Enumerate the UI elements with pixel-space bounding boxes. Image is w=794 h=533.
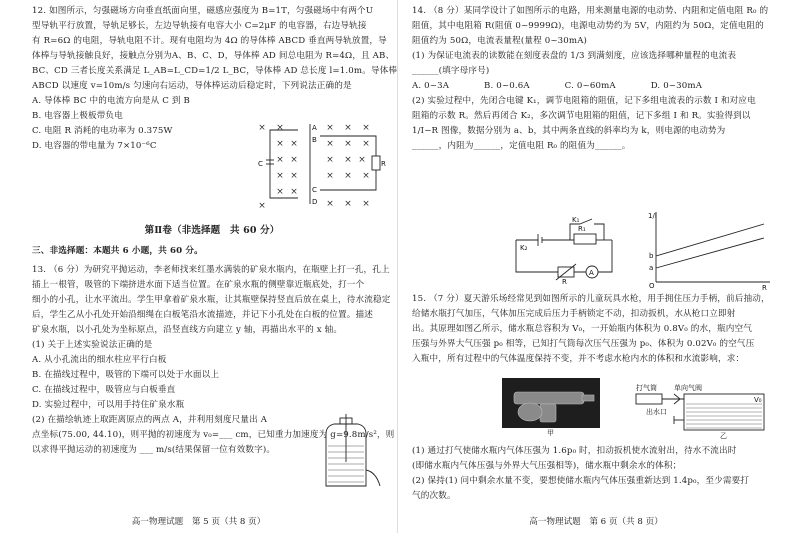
graph-b-label: b bbox=[649, 252, 654, 260]
q15-sub-2: (2) 保持(1) 问中剩余水量不变，要想使储水瓶内气体压强重新达到 1.4p₀，至少需要打 bbox=[412, 476, 750, 486]
svg-text:×: × bbox=[290, 187, 298, 197]
label-k1: K₁ bbox=[572, 216, 580, 224]
q14-sub-2: (2) 实验过程中，先闭合电键 K₁，调节电阻箱的阻值，记下多组电流表的示数 I 和对应电 bbox=[412, 96, 756, 106]
q15-water-gun-photo bbox=[502, 378, 600, 436]
q13-line: 13. （6 分）为研究平抛运动，李老师找来红墨水满装的矿泉水瓶内，在瓶壁上打一孔，孔上 bbox=[32, 265, 390, 275]
q15-line: 压强与外界大气压强 p₀ 相等，已知打气筒每次压气压强为 p₀、体积为 0.02V₀ 的空气压 bbox=[412, 339, 755, 349]
q12-line: ABCD 以速度 v=10m/s 匀速向右运动，导体棒运动后稳定时，下列说法正确的是 bbox=[32, 81, 352, 91]
svg-text:×: × bbox=[258, 201, 266, 211]
svg-text:×: × bbox=[326, 139, 334, 149]
label-valve: 单向气阀 bbox=[674, 384, 702, 392]
q15-line: 给储水瓶打气加压，气体加压完成后压力手柄锁定不动，扣动扳机，水从枪口立即射 bbox=[412, 309, 736, 319]
q15-line: 15. （7 分）夏天游乐场经常见到如图所示的儿童玩具水枪，用手拥住压力手柄，前后抽动， bbox=[412, 294, 770, 304]
q13-option-a: A. 从小孔流出的细水柱应平行白板 bbox=[32, 355, 167, 365]
graph-origin: O bbox=[649, 282, 655, 290]
q13-line: 细小的小孔，让水平流出。学生甲拿着矿泉水瓶，让其瓶壁保持竖直后放在桌上，待水流稳定 bbox=[32, 295, 391, 305]
graph-line-a bbox=[656, 238, 764, 268]
label-k2: K₂ bbox=[520, 244, 528, 252]
q14-line: ______(填字母序号) bbox=[412, 66, 490, 76]
caption-jia: 甲 bbox=[547, 429, 554, 437]
svg-text:×: × bbox=[358, 155, 366, 165]
q12-field-figure bbox=[258, 118, 388, 210]
question-14 bbox=[412, 4, 784, 154]
q15-line: 气的次数。 bbox=[412, 491, 456, 501]
q13-line: 点坐标(75.00, 44.10)，则平抛的初速度为 v₀=___ cm，已知重力加速度为 g=9.8m/s²，则 bbox=[32, 430, 395, 440]
label-r: R bbox=[562, 278, 567, 286]
q15-line: (即储水瓶内气体压强与外界大气压强相等)，储水瓶中剩余水的体积； bbox=[412, 461, 682, 471]
ammeter-label: A bbox=[589, 269, 594, 277]
q14-line: 14. （8 分）某同学设计了如图所示的电路，用来测量电源的电动势、内阻和定值电阻 R₀ 的 bbox=[412, 6, 769, 16]
svg-text:×: × bbox=[362, 139, 370, 149]
q13-sub-1: (1) 关于上述实验说法正确的是 bbox=[32, 340, 153, 350]
q12-option-d: D. 电容器的带电量为 7×10⁻⁶C bbox=[32, 141, 157, 151]
q14-line: ______，内阻为______，定值电阻 R₀ 的阻值为______。 bbox=[412, 141, 631, 151]
svg-text:×: × bbox=[344, 139, 352, 149]
svg-text:×: × bbox=[276, 171, 284, 181]
svg-text:×: × bbox=[276, 139, 284, 149]
left-page-footer: 高一物理试题 第 5 页（共 8 页） bbox=[131, 517, 266, 527]
q12-option-c: C. 电阻 R 消耗的电功率为 0.375W bbox=[32, 126, 173, 136]
q13-line: 以求得平抛运动的初速度为 ___ m/s(结果保留一位有效数字)。 bbox=[32, 445, 276, 455]
label-d: D bbox=[312, 198, 318, 206]
q12-line: 型导轨平行放置，导轨足够长，左边导轨接有电容大小 C=2μF 的电容器，右边导轨接 bbox=[32, 21, 367, 31]
label-pump: 打气筒 bbox=[636, 384, 657, 392]
q15-line: 出。其原理如图乙所示，储水瓶总容积为 V₀，一开始瓶内体积为 0.8V₀ 的水，瓶内空气 bbox=[412, 324, 752, 334]
q12-line: 有 R=6Ω 的电阻，导轨电阻不计。现有电阻均为 4Ω 的导体棒 ABCD 垂直两导轨放置，导 bbox=[32, 36, 387, 46]
q13-line: 插上一根管，吸管的下端挤进水面下适当位置。在矿泉水瓶的侧壁靠近瓶底处，打一个 bbox=[32, 280, 365, 290]
question-15-subquestions bbox=[412, 444, 784, 504]
q14-line: 1/I−R 图像，数据分别为 a、b，其中两条直线的斜率均为 k，则电源的电动势为 bbox=[412, 126, 726, 136]
graph-x-label: R bbox=[762, 284, 767, 292]
svg-text:×: × bbox=[258, 123, 266, 133]
svg-text:×: × bbox=[344, 155, 352, 165]
svg-text:×: × bbox=[362, 123, 370, 133]
svg-text:×: × bbox=[290, 171, 298, 181]
label-nozzle: 出水口 bbox=[646, 408, 667, 416]
q14-options: A. 0~3A B. 0~0.6A C. 0~60mA D. 0~30mA bbox=[412, 81, 703, 91]
q13-bottle-figure bbox=[318, 412, 388, 492]
q15-sub-1: (1) 通过打气使储水瓶内气体压强为 1.6p₀ 时，扣动扳机使水流射出，待水不流出时 bbox=[412, 446, 737, 456]
q14-sub-1: (1) 为保证电流表的读数能在刻度表盘的 1/3 到满刻度，应该选择哪种量程的电流表 bbox=[412, 51, 737, 61]
label-r: R bbox=[381, 160, 386, 168]
q13-option-d: D. 实验过程中，可以用手持住矿泉水瓶 bbox=[32, 400, 185, 410]
svg-text:×: × bbox=[290, 155, 298, 165]
q13-line: 后，学生乙从小孔处开始沿细绳在白板笔沿水流描迹，并记下小孔处在白板的位置。描述 bbox=[32, 310, 374, 320]
question-15 bbox=[412, 292, 784, 367]
label-c: C bbox=[312, 186, 317, 194]
section-3-title: 三、非选择题：本题共 6 小题，共 60 分。 bbox=[32, 246, 203, 256]
svg-text:×: × bbox=[276, 123, 284, 133]
q12-line: BC、CD 三者长度关系满足 L_AB=L_CD=1/2 L_BC，导体棒 AD 总长度 l=1.0m。导体棒 bbox=[32, 66, 398, 76]
q13-option-c: C. 在描线过程中，吸管应与白板垂直 bbox=[32, 385, 176, 395]
q14-line: 阻箱的示数 R。然后再闭合 K₂，多次调节电阻箱的阻值，记下多组 I 和 R。实验得到以 bbox=[412, 111, 751, 121]
q15-schematic bbox=[634, 380, 774, 440]
graph-y-label: 1/I bbox=[648, 212, 657, 220]
q14-line: 阻值，其中电阻箱 R(阻值 0~9999Ω)，电源电动势约为 5V，内阻约为 50Ω，定值电阻的 bbox=[412, 21, 764, 31]
q13-sub-2: (2) 在描绘轨迹上取距离原点的两点 A，并利用刻度尺量出 A bbox=[32, 415, 268, 425]
q12-option-a: A. 导体棒 BC 中的电流方向是从 C 到 B bbox=[32, 96, 190, 106]
q13-option-b: B. 在描线过程中，吸管的下端可以处于水面以上 bbox=[32, 370, 220, 380]
q12-line: 体棒与导轨接触良好，接触点分别为A、B、C、D，导体棒 AD 间总电阻为 R=4Ω，且 AB、 bbox=[32, 51, 395, 61]
section-2-title: 第Ⅱ卷（非选择题 共 60 分） bbox=[144, 225, 280, 236]
svg-text:×: × bbox=[326, 123, 334, 133]
svg-text:×: × bbox=[344, 199, 352, 209]
svg-text:×: × bbox=[362, 199, 370, 209]
svg-text:×: × bbox=[290, 139, 298, 149]
label-b: B bbox=[312, 136, 317, 144]
q14-line: 阻值约为 50Ω，电流表量程(量程 0~30mA) bbox=[412, 36, 588, 46]
q14-circuit-figure bbox=[508, 218, 628, 284]
svg-text:×: × bbox=[276, 187, 284, 197]
label-v0: V₀ bbox=[754, 396, 762, 404]
q13-line: 矿泉水瓶，以小孔处为坐标原点，沿竖直线方向建立 y 轴，再描出水平的 x 轴。 bbox=[32, 325, 343, 335]
svg-text:×: × bbox=[326, 171, 334, 181]
q12-line: 12. 如图所示，匀强磁场方向垂直纸面向里，磁感应强度为 B=1T，匀强磁场中有两个U bbox=[32, 6, 374, 16]
svg-text:×: × bbox=[344, 171, 352, 181]
caption-yi: 乙 bbox=[720, 432, 727, 440]
q15-line: 入瓶中，所有过程中的气体温度保持不变，并不考虑水枪内水的体积和水流影响，求： bbox=[412, 354, 745, 364]
svg-text:×: × bbox=[362, 171, 370, 181]
svg-text:×: × bbox=[344, 123, 352, 133]
q14-graph bbox=[646, 208, 776, 290]
q12-option-b: B. 电容器上极板带负电 bbox=[32, 111, 123, 121]
svg-text:×: × bbox=[326, 199, 334, 209]
right-page bbox=[397, 0, 794, 533]
graph-line-b bbox=[656, 224, 764, 256]
graph-a-label: a bbox=[649, 264, 654, 272]
label-r1: R₁ bbox=[578, 225, 586, 233]
svg-text:×: × bbox=[326, 155, 334, 165]
label-a: A bbox=[312, 124, 317, 132]
label-capacitor: C bbox=[258, 160, 263, 168]
svg-text:×: × bbox=[276, 155, 284, 165]
right-page-footer: 高一物理试题 第 6 页（共 8 页） bbox=[529, 517, 663, 527]
